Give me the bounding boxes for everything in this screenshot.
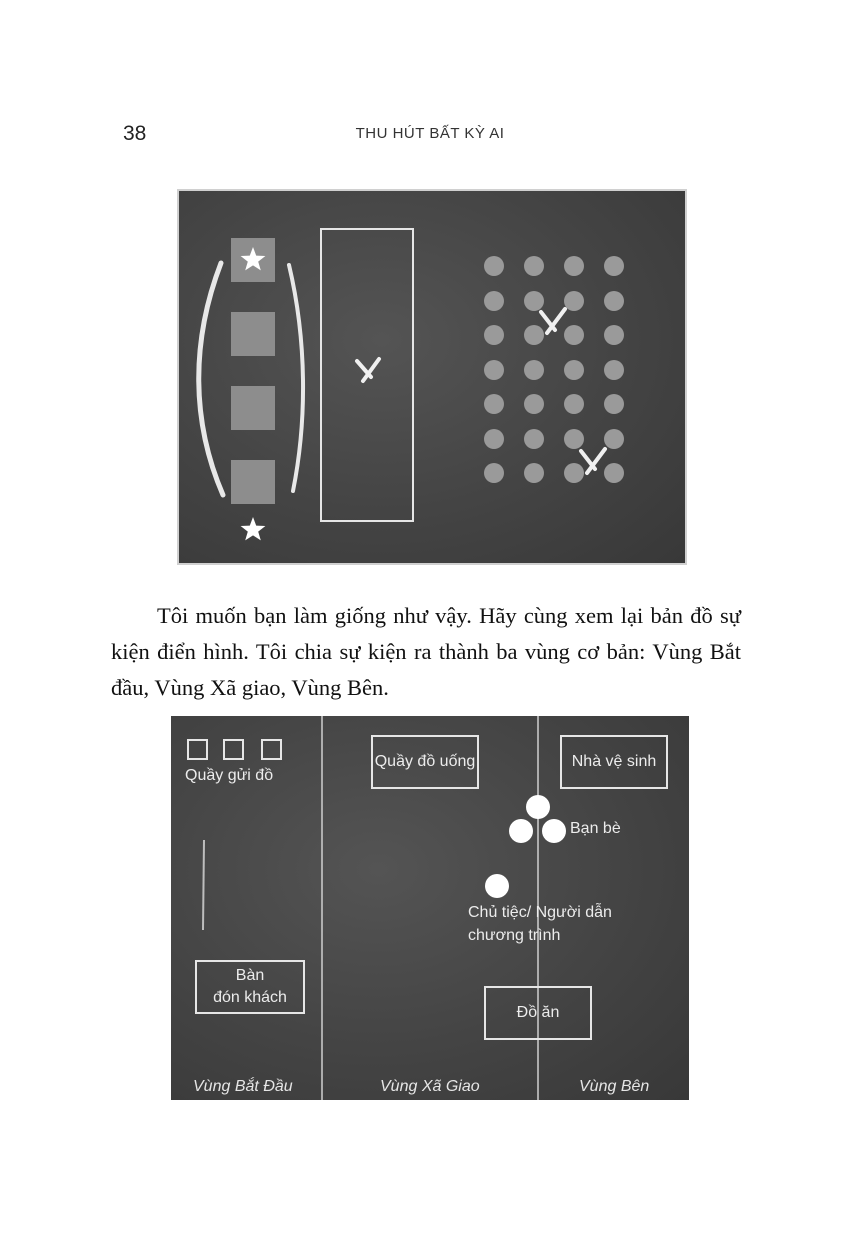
square-4 <box>231 460 275 504</box>
chalk-mark <box>203 840 204 930</box>
star-icon <box>241 517 266 540</box>
restroom-box <box>560 735 668 789</box>
x-mark-icon <box>357 359 379 381</box>
restroom-label: Nhà vệ sinh <box>571 753 657 770</box>
friend-icon <box>509 819 533 843</box>
right-chalk-arc <box>289 265 303 491</box>
food-box <box>484 986 592 1040</box>
coat-check-slot <box>224 740 243 759</box>
zone-label-social: Vùng Xã Giao <box>380 1078 480 1095</box>
square-2 <box>231 312 275 356</box>
drink-bar-label: Quầy đồ uống <box>374 753 476 770</box>
square-3 <box>231 386 275 430</box>
x-mark-icon <box>581 449 605 473</box>
coat-check-label: Quầy gửi đồ <box>185 767 274 784</box>
welcome-table-label-line2: đón khách <box>213 989 287 1006</box>
drink-bar-box <box>371 735 479 789</box>
host-label-line2: chương trình <box>468 927 561 944</box>
welcome-table-box <box>195 960 305 1014</box>
chalkboard-diagram-1 <box>177 189 687 565</box>
chalkboard-diagram-2 <box>171 716 689 1100</box>
host-icon <box>485 874 509 898</box>
friends-label: Bạn bè <box>570 820 621 837</box>
left-chalk-arc <box>199 263 223 495</box>
body-paragraph: Tôi muốn bạn làm giống như vậy. Hãy cùng xem lại bản đồ sự kiện điển hình. Tôi chia sự kiện ra thành ba vùng cơ bản: Vùng Bắt đầu, Vùng Xã giao, Vùng Bên. <box>111 603 741 700</box>
host-label-line1: Chủ tiệc/ Người dẫn <box>468 904 612 921</box>
friend-icon <box>542 819 566 843</box>
zone-label-side: Vùng Bên <box>579 1078 650 1095</box>
welcome-table-label-line1: Bàn <box>235 967 265 984</box>
zone-label-start: Vùng Bắt Đầu <box>193 1078 293 1095</box>
friend-icon <box>526 795 550 819</box>
coat-check-slot <box>262 740 281 759</box>
food-label: Đồ ăn <box>516 1004 560 1021</box>
running-header: THU HÚT BẤT KỲ AI <box>355 125 505 142</box>
x-mark-icon <box>541 309 565 333</box>
page-number: 38 <box>123 122 147 145</box>
coat-check-slot <box>188 740 207 759</box>
diagram-1-drawing <box>179 191 687 565</box>
